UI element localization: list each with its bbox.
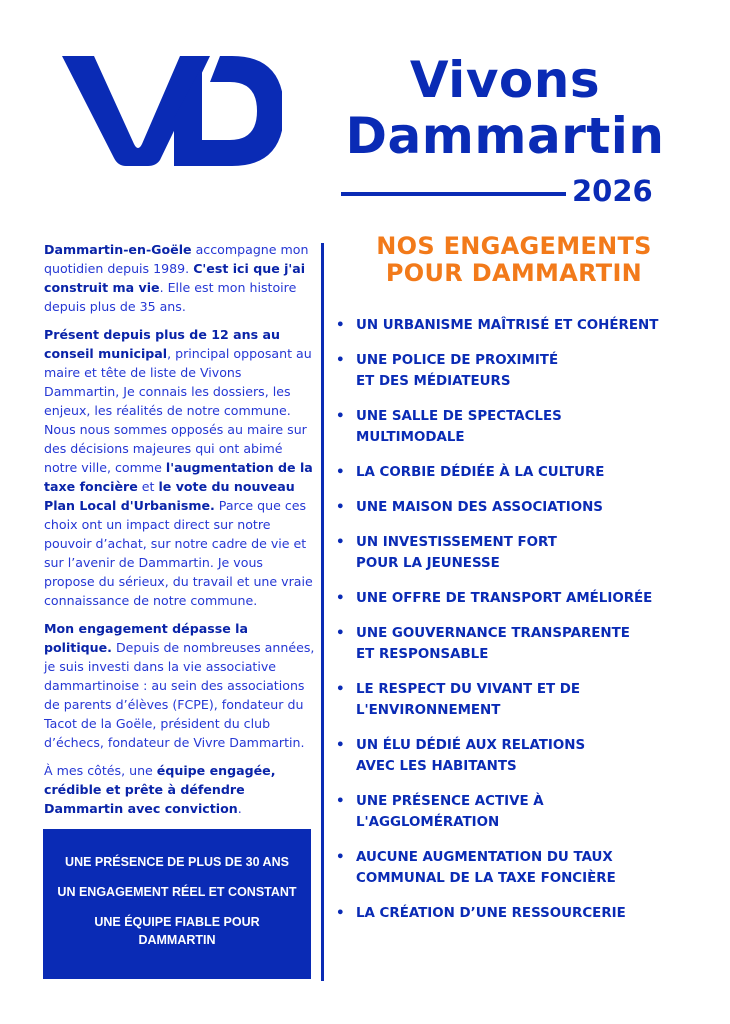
bullet-icon: • [336,409,345,424]
list-item [336,350,686,392]
list-item [336,532,686,574]
bio-text: Parce que ces choix ont un impact direct sur notre pouvoir d’achat, sur notre cadre de vie et sur l’avenir de Dammartin. Je vous propose du sérieux, du travail et une vraie connaissance de notre commune. [44,498,313,608]
item-line: ET DES MÉDIATEURS [356,374,511,389]
list-item [336,903,686,924]
title-line-1: Vivons [409,51,601,109]
item-line: UNE MAISON DES ASSOCIATIONS [356,500,603,515]
bullet-icon: • [336,591,345,606]
item-line: UNE PRÉSENCE ACTIVE À [356,794,544,809]
highlight-box [43,829,311,979]
item-line: L'ENVIRONNEMENT [356,703,501,718]
list-item [336,406,686,448]
election-year: 2026 [572,174,653,208]
bullet-icon: • [336,465,345,480]
bio-paragraph-3 [44,619,316,752]
bio-text: et [137,479,159,494]
bio-text: . Elle est mon histoire depuis plus de 35 ans. [44,280,297,314]
item-line: ET RESPONSABLE [356,647,489,662]
bio-text-bold: C'est ici que j'ai construit ma vie [44,261,306,295]
bio-paragraph-1 [44,240,316,316]
bullet-icon: • [336,318,345,333]
title-underline [341,192,566,196]
bullet-icon: • [336,535,345,550]
list-item [336,462,686,483]
highlight-line-3: UNE ÉQUIPE FIABLE POUR DAMMARTIN [94,915,260,947]
item-line: COMMUNAL DE LA TAXE FONCIÈRE [356,871,616,886]
list-item [336,497,686,518]
highlight-line-1: UNE PRÉSENCE DE PLUS DE 30 ANS [65,855,289,869]
list-item [336,791,686,833]
engagements-heading-line-1: NOS ENGAGEMENTS [376,232,652,260]
bio-text-bold: le vote du nouveau Plan Local d'Urbanisme. [44,479,295,513]
list-item [336,735,686,777]
bio-text-bold: équipe engagée, crédible et prête à défendre Dammartin avec conviction [44,763,276,816]
engagements-heading-line-2: POUR DAMMARTIN [385,259,643,287]
item-line: UNE POLICE DE PROXIMITÉ [356,353,559,368]
list-item [336,847,686,889]
bio-text: Depuis de nombreuses années, je suis investi dans la vie associative dammartinoise : au sein des associations de parents d’élèves (FCPE), fondateur du Tacot de la Goële, président du club d’échecs, fondateur de Vivre Dammartin. [44,640,315,750]
item-line: UN INVESTISSEMENT FORT [356,535,557,550]
item-line: UNE OFFRE DE TRANSPORT AMÉLIORÉE [356,591,653,606]
bullet-icon: • [336,850,345,865]
bullet-icon: • [336,738,345,753]
list-item [336,315,686,336]
bio-text-bold: Présent depuis plus de 12 ans au conseil municipal [44,327,280,361]
highlight-line-2: UN ENGAGEMENT RÉEL ET CONSTANT [57,885,297,899]
item-line: UNE GOUVERNANCE TRANSPARENTE [356,626,630,641]
bio-text: . [237,801,242,816]
bio-text: , principal opposant au maire et tête de liste de Vivons Dammartin, Je connais les dossiers, les enjeux, les réalités de notre commune. Nous nous sommes opposés au maire sur des décisions majeures qui ont abimé notre ville, comme [44,346,312,475]
title-line-2: Dammartin [345,107,665,165]
bullet-icon: • [336,794,345,809]
item-line: UN URBANISME MAÎTRISÉ ET COHÉRENT [356,318,659,333]
candidate-bio [44,240,316,827]
vd-logo-icon [62,56,282,166]
item-line: UNE SALLE DE SPECTACLES [356,409,562,424]
list-item [336,588,686,609]
item-line: AUCUNE AUGMENTATION DU TAUX [356,850,613,865]
item-line: UN ÉLU DÉDIÉ AUX RELATIONS [356,738,586,753]
item-line: LE RESPECT DU VIVANT ET DE [356,682,581,697]
bio-text: À mes côtés, une [44,763,157,778]
column-divider [321,243,324,981]
engagements-heading [344,233,684,287]
list-item [336,679,686,721]
bullet-icon: • [336,500,345,515]
item-line: L'AGGLOMÉRATION [356,815,500,830]
bio-text: accompagne mon quotidien depuis 1989. [44,242,309,276]
bio-text-bold: l'augmentation de la taxe foncière [44,460,313,494]
campaign-title [340,52,670,164]
engagements-list [336,315,686,938]
list-item [336,623,686,665]
bio-text-bold: Mon engagement dépasse la politique. [44,621,248,655]
bullet-icon: • [336,682,345,697]
bullet-icon: • [336,353,345,368]
bio-paragraph-2 [44,325,316,610]
item-line: POUR LA JEUNESSE [356,556,500,571]
item-line: AVEC LES HABITANTS [356,759,517,774]
bullet-icon: • [336,906,345,921]
bio-text-bold: Dammartin-en-Goële [44,242,192,257]
item-line: MULTIMODALE [356,430,465,445]
bullet-icon: • [336,626,345,641]
bio-paragraph-4 [44,761,316,818]
item-line: LA CRÉATION D’UNE RESSOURCERIE [356,906,626,921]
item-line: LA CORBIE DÉDIÉE À LA CULTURE [356,465,605,480]
